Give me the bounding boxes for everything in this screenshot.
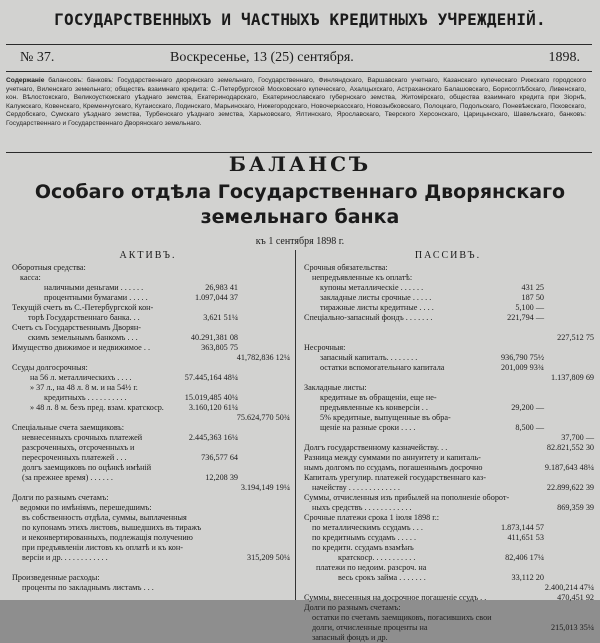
row-label: ведомки по имѣніямъ, перешедшимъ: bbox=[20, 503, 152, 512]
issue-rule bbox=[6, 71, 592, 72]
row-amount: 736,577 64 bbox=[201, 453, 238, 462]
passiv-column bbox=[298, 250, 598, 642]
row-amount: 57.445,164 48¼ bbox=[184, 373, 238, 382]
row-label: платежи по недоим. разсроч. на bbox=[316, 563, 427, 572]
row-amount: 936,790 75½ bbox=[501, 353, 544, 362]
row-label: щеніе на разные сроки . . . . bbox=[320, 423, 416, 432]
row-amount: 1.873,144 57 bbox=[501, 523, 544, 532]
passiv-row bbox=[298, 383, 598, 393]
aktiv-row bbox=[4, 463, 292, 473]
balance-title: БАЛАНСЪ bbox=[228, 152, 372, 176]
row-amount: 5,100 — bbox=[515, 303, 544, 312]
row-amount: 363,805 75 bbox=[201, 343, 238, 352]
aktiv-row bbox=[4, 373, 292, 383]
aktiv-row bbox=[4, 293, 292, 303]
contents-text: балансовъ: банковъ: Государственнаго дворянскаго земельнаго, Государственнаго, Финляндскаго, Варшавскаго учетнаго, Казанскаго купеческаго Рижскаго городского учетнаго, Виленскаго земельнаго; обществъ взаимнаго кредита: С.-Петербургской Московскаго купеческаго, Ахалцыхскаго, Астраханскаго Балашовскаго, Борисоглѣбскаго, Ливенскаго, кон. Вѣлостокскаго, Великоустюжскаго уѣзднаго земства, Екатеринодарскаго, Екатеринославскаго губернскаго земства, Житомірскаго, общества взаимнаго кредита при Зіорнѣ, Калужскаго, Ковенскаго, Кременчугскаго, Кутаисскаго, Лодинскаго, Марьинскаго, Нижегородскаго, Новочеркасскаго, Новозыбковскаго, Полоцкаго, Подольскаго, Поневѣжскаго, Псковскаго, Сердобскаго, Сумскаго уѣзднаго земства, Турбенскаго уѣзднаго земства, Харьковскаго, Ялтинскаго, Ярославскаго, Тверского Херсонскаго, Царицынскаго, Шавельскаго, банковъ: Государственнаго и Государственнаго Дворянскаго земельнаго. bbox=[6, 77, 586, 127]
row-label: невнесенныхъ срочныхъ платежей bbox=[22, 433, 143, 442]
row-total: 227,512 75 bbox=[557, 333, 594, 342]
row-label: (за прежнее время) . . . . . . bbox=[22, 473, 113, 482]
passiv-row bbox=[298, 373, 598, 383]
passiv-row bbox=[298, 563, 598, 573]
row-label: Разница между суммами по аннуитету и капиталь- bbox=[304, 453, 481, 462]
row-label: скимъ земельнымъ банкомъ . . . bbox=[28, 333, 138, 342]
row-label: Капиталъ урегулир. платежей государственнаго каз- bbox=[304, 473, 486, 482]
row-amount: 12,208 39 bbox=[205, 473, 238, 482]
row-amount: 26,983 41 bbox=[205, 283, 238, 292]
row-label: разсроченныхъ, отсроченныхъ и bbox=[22, 443, 135, 452]
passiv-row bbox=[298, 463, 598, 473]
row-label: запасный капиталъ. . . . . . . . bbox=[320, 353, 418, 362]
passiv-row bbox=[298, 553, 598, 563]
row-label: Произведенные расходы: bbox=[12, 573, 100, 582]
row-total: 9.187,643 48¼ bbox=[544, 463, 594, 472]
aktiv-row bbox=[4, 483, 292, 493]
issue-line bbox=[20, 50, 580, 68]
row-label: Ссуды долгосрочныя: bbox=[12, 363, 88, 372]
aktiv-row bbox=[4, 323, 292, 333]
row-label: Несрочныя: bbox=[304, 343, 346, 352]
row-total: 315,209 50¼ bbox=[247, 553, 290, 562]
aktiv-row bbox=[4, 343, 292, 353]
row-total: 82.821,552 30 bbox=[546, 443, 594, 452]
aktiv-rows bbox=[4, 263, 292, 593]
aktiv-row bbox=[4, 473, 292, 483]
contents-label: Содержаніе bbox=[6, 77, 45, 84]
balance-subtitle bbox=[0, 180, 600, 230]
row-label: по металлическимъ ссудамъ . . . bbox=[312, 523, 423, 532]
passiv-row bbox=[298, 633, 598, 643]
row-label: » 37 л., на 48 л. 8 м. и на 54½ г. bbox=[30, 383, 138, 392]
row-amount: 411,651 53 bbox=[507, 533, 544, 542]
balance-date: къ 1 сентября 1898 г. bbox=[255, 236, 345, 247]
passiv-row bbox=[298, 313, 598, 323]
row-total: 3.194,149 19¼ bbox=[240, 483, 290, 492]
row-label: Имущество движимое и недвижимое . . bbox=[12, 343, 150, 352]
row-label: » 48 л. 8 м. безъ пред. взам. кратскоср. bbox=[30, 403, 164, 412]
passiv-heading: ПАССИВЪ. bbox=[414, 250, 482, 261]
passiv-row bbox=[298, 403, 598, 413]
aktiv-row bbox=[4, 283, 292, 293]
passiv-row bbox=[298, 323, 598, 333]
row-label: тиражные листы кредитные . . . . bbox=[320, 303, 434, 312]
passiv-row bbox=[298, 453, 598, 463]
aktiv-row bbox=[4, 313, 292, 323]
passiv-rows bbox=[298, 263, 598, 643]
passiv-row bbox=[298, 333, 598, 343]
issue-number: № 37. bbox=[20, 50, 55, 65]
aktiv-row bbox=[4, 543, 292, 553]
row-label: долги, отчисленные проценты на bbox=[312, 623, 428, 632]
row-label: Суммы, внесенныя на досрочное погашеніе ссудъ . . bbox=[304, 593, 487, 602]
passiv-row bbox=[298, 433, 598, 443]
row-label: Суммы, отчисленныя изъ прибылей на пополненіе оборот- bbox=[304, 493, 510, 502]
row-label: процентными бумагами . . . . . bbox=[44, 293, 148, 302]
row-amount: 15.019,485 40¼ bbox=[184, 393, 238, 402]
aktiv-row bbox=[4, 493, 292, 503]
passiv-row bbox=[298, 483, 598, 493]
subtitle-line-1: Особаго отдѣла Государственнаго Дворянскаго bbox=[34, 181, 566, 203]
masthead: ГОСУДАРСТВЕННЫХЪ И ЧАСТНЫХЪ КРЕДИТНЫХЪ УЧРЕЖДЕНІЙ. bbox=[54, 10, 546, 29]
aktiv-row bbox=[4, 423, 292, 433]
row-label: по кредитн. ссудамъ взамѣнъ bbox=[312, 543, 414, 552]
row-label: кредитныхъ . . . . . . . . . . bbox=[44, 393, 127, 402]
row-label: весь срокъ займа . . . . . . . bbox=[338, 573, 426, 582]
row-label: Долгъ государственному казначейству. . . bbox=[304, 443, 448, 452]
issue-date: Воскресенье, 13 (25) сентября. bbox=[170, 50, 354, 65]
aktiv-row bbox=[4, 393, 292, 403]
row-total: 470,451 92 bbox=[557, 593, 594, 602]
aktiv-row bbox=[4, 583, 292, 593]
row-label: наличными деньгами . . . . . . bbox=[44, 283, 144, 292]
row-label: по кредитнымъ ссудамъ . . . . . bbox=[312, 533, 417, 542]
aktiv-row bbox=[4, 333, 292, 343]
passiv-row bbox=[298, 413, 598, 423]
aktiv-row bbox=[4, 353, 292, 363]
aktiv-row bbox=[4, 433, 292, 443]
row-total: 41,782,836 12¼ bbox=[236, 353, 290, 362]
row-amount: 201,009 93¾ bbox=[501, 363, 544, 372]
row-total: 2.400,214 47¼ bbox=[544, 583, 594, 592]
passiv-row bbox=[298, 393, 598, 403]
aktiv-row bbox=[4, 303, 292, 313]
subtitle-line-2: земельнаго банка bbox=[200, 206, 400, 228]
row-label: Срочные платежи срока 1 іюля 1898 г.: bbox=[304, 513, 440, 522]
row-label: Спеціальные счета заемщиковъ: bbox=[12, 423, 124, 432]
row-label: проценты по закладнымъ листамъ . . . bbox=[22, 583, 154, 592]
aktiv-row bbox=[4, 273, 292, 283]
row-amount: 2.445,363 16¼ bbox=[188, 433, 238, 442]
aktiv-row bbox=[4, 453, 292, 463]
row-total: 22.899,622 39 bbox=[546, 483, 594, 492]
row-amount: 33,112 20 bbox=[511, 573, 544, 582]
passiv-row bbox=[298, 423, 598, 433]
passiv-row bbox=[298, 593, 598, 603]
row-label: Спеціально-запасный фондъ . . . . . . . bbox=[304, 313, 433, 322]
row-label: и неконвертированныхъ, подлежащія получению bbox=[22, 533, 193, 542]
column-divider bbox=[295, 250, 296, 600]
aktiv-row bbox=[4, 443, 292, 453]
row-total: 215,013 35¼ bbox=[551, 623, 594, 632]
passiv-row bbox=[298, 283, 598, 293]
passiv-row bbox=[298, 543, 598, 553]
row-label: на 56 л. металлическихъ . . . . bbox=[30, 373, 132, 382]
aktiv-row bbox=[4, 553, 292, 563]
masthead-rule bbox=[6, 44, 592, 45]
passiv-row bbox=[298, 613, 598, 623]
row-amount: 40.291,381 08 bbox=[190, 333, 238, 342]
row-label: ныхъ средствъ . . . . . . . . . . . . bbox=[312, 503, 412, 512]
row-amount: 3,621 51¼ bbox=[203, 313, 238, 322]
row-amount: 1.097,044 37 bbox=[195, 293, 238, 302]
row-label: Долги по разнымъ счетамъ: bbox=[12, 493, 109, 502]
aktiv-row bbox=[4, 263, 292, 273]
aktiv-row bbox=[4, 383, 292, 393]
row-label: Закладные листы: bbox=[304, 383, 367, 392]
passiv-row bbox=[298, 443, 598, 453]
passiv-row bbox=[298, 273, 598, 283]
row-amount: 29,200 — bbox=[511, 403, 544, 412]
row-label: 5% кредитные, выпущенные въ обра- bbox=[320, 413, 451, 422]
passiv-row bbox=[298, 513, 598, 523]
passiv-row bbox=[298, 603, 598, 613]
passiv-row bbox=[298, 473, 598, 483]
aktiv-row bbox=[4, 533, 292, 543]
passiv-row bbox=[298, 303, 598, 313]
row-label: начейству . . . . . . . . . . . . . bbox=[312, 483, 400, 492]
row-label: предъявленные къ конверсіи . . bbox=[320, 403, 428, 412]
aktiv-column bbox=[4, 250, 292, 600]
row-total: 37,700 — bbox=[561, 433, 594, 442]
aktiv-row bbox=[4, 523, 292, 533]
row-amount: 431 25 bbox=[521, 283, 544, 292]
row-label: нымъ долгомъ по ссудамъ, погашеннымъ досрочно bbox=[304, 463, 483, 472]
row-label: въ собственность отдѣла, суммы, выплаченныя bbox=[22, 513, 187, 522]
row-label: Текущій счетъ въ С.-Петербургской кон- bbox=[12, 303, 154, 312]
row-amount: 187 50 bbox=[521, 293, 544, 302]
row-label: остатки по счетамъ заемщиковъ, погасившихъ свои bbox=[312, 613, 492, 622]
passiv-row bbox=[298, 353, 598, 363]
row-label: Долги по разнымъ счетамъ: bbox=[304, 603, 401, 612]
row-amount: 3.160,120 61¼ bbox=[188, 403, 238, 412]
row-label: непредъявленные къ оплатѣ: bbox=[312, 273, 413, 282]
row-label: Оборотныя средства: bbox=[12, 263, 86, 272]
row-total: 869,359 39 bbox=[557, 503, 594, 512]
row-label: пересроченныхъ платежей . . . bbox=[22, 453, 127, 462]
row-label: кратскоср. . . . . . . . . . . bbox=[338, 553, 416, 562]
row-label: запасный фондъ и др. bbox=[312, 633, 388, 642]
row-label: Счетъ съ Государственнымъ Дворян- bbox=[12, 323, 142, 332]
aktiv-row bbox=[4, 403, 292, 413]
passiv-row bbox=[298, 493, 598, 503]
row-amount: 221,794 — bbox=[507, 313, 544, 322]
aktiv-row bbox=[4, 503, 292, 513]
aktiv-row bbox=[4, 513, 292, 523]
row-amount: 82,406 17¼ bbox=[505, 553, 544, 562]
passiv-row bbox=[298, 523, 598, 533]
row-total: 1.137,809 69 bbox=[551, 373, 594, 382]
aktiv-row bbox=[4, 413, 292, 423]
passiv-row bbox=[298, 583, 598, 593]
issue-year: 1898. bbox=[548, 50, 580, 65]
row-total: 75.624,770 50¾ bbox=[236, 413, 290, 422]
aktiv-row bbox=[4, 363, 292, 373]
aktiv-heading: АКТИВЪ. bbox=[119, 250, 177, 261]
passiv-row bbox=[298, 573, 598, 583]
passiv-row bbox=[298, 293, 598, 303]
passiv-row bbox=[298, 503, 598, 513]
row-label: при предъявленіи листовъ къ оплатѣ и къ кон- bbox=[22, 543, 184, 552]
passiv-row bbox=[298, 263, 598, 273]
contents-block bbox=[6, 77, 586, 151]
row-label: версіи и др. . . . . . . . . . . . bbox=[22, 553, 108, 562]
row-label: торѣ Государственнаго банка. . . bbox=[28, 313, 140, 322]
row-amount: 8,500 — bbox=[515, 423, 544, 432]
row-label: закладные листы срочные . . . . . bbox=[320, 293, 432, 302]
row-label: Срочныя обязательства: bbox=[304, 263, 388, 272]
passiv-row bbox=[298, 363, 598, 373]
passiv-row bbox=[298, 623, 598, 633]
passiv-row bbox=[298, 343, 598, 353]
row-label: долгъ заемщиковъ по оцѣнкѣ имѣній bbox=[22, 463, 152, 472]
row-label: по купонамъ этихъ листовъ, вышедшихъ въ тиражъ bbox=[22, 523, 202, 532]
row-label: купоны металлическіе . . . . . . bbox=[320, 283, 424, 292]
aktiv-row bbox=[4, 573, 292, 583]
passiv-row bbox=[298, 533, 598, 543]
row-label: остатки вспомогательнаго капитала bbox=[320, 363, 445, 372]
row-label: касса: bbox=[20, 273, 41, 282]
aktiv-row bbox=[4, 563, 292, 573]
row-label: кредитные въ обращеніи, еще не- bbox=[320, 393, 437, 402]
